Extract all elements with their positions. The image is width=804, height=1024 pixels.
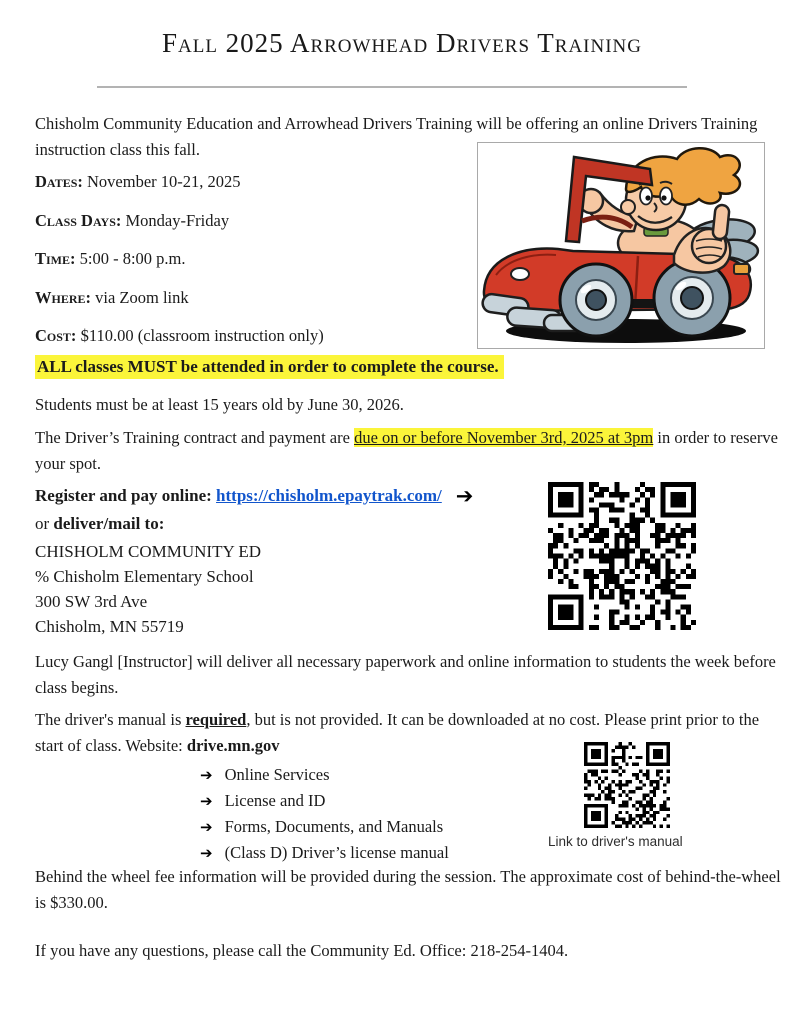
detail-row-dates bbox=[35, 169, 324, 195]
manual-steps-list bbox=[200, 762, 449, 866]
manual-required-text: required bbox=[185, 710, 247, 729]
detail-label: Time: bbox=[35, 249, 76, 268]
address-line-1: CHISHOLM COMMUNITY ED bbox=[35, 542, 262, 561]
step-arrow-icon: ➔ bbox=[200, 792, 213, 810]
address-line-4: Chisholm, MN 55719 bbox=[35, 617, 184, 636]
detail-label: Cost: bbox=[35, 326, 77, 345]
address-line-2: % Chisholm Elementary School bbox=[35, 567, 254, 586]
detail-value: November 10-21, 2025 bbox=[87, 172, 241, 191]
deliver-label: deliver/mail to: bbox=[53, 514, 165, 533]
or-text: or bbox=[35, 514, 54, 533]
step-arrow-icon: ➔ bbox=[200, 818, 213, 836]
manual-text-pre: The driver's manual is bbox=[35, 710, 186, 729]
detail-value: Monday-Friday bbox=[125, 210, 230, 230]
manual-website-text: drive.mn.gov bbox=[186, 736, 280, 755]
step-label: (Class D) Driver’s license manual bbox=[224, 843, 449, 862]
step-arrow-icon: ➔ bbox=[200, 766, 213, 784]
manual-qr-caption: Link to driver's manual bbox=[548, 834, 683, 849]
detail-row-class-days bbox=[35, 208, 324, 234]
contract-text-post: in order to reserve your spot. bbox=[35, 428, 778, 473]
register-block bbox=[35, 482, 540, 639]
age-requirement-text: Students must be at least 15 years old by June 30, 2026. bbox=[35, 395, 404, 414]
detail-label: Where: bbox=[35, 287, 92, 307]
attendance-notice bbox=[35, 354, 504, 380]
address-line-3: 300 SW 3rd Ave bbox=[35, 592, 148, 611]
behind-wheel-paragraph: Behind the wheel fee information will be provided during the session. The approximate cost of behind-the-wheel is $330.00. bbox=[35, 867, 781, 912]
manual-step bbox=[200, 840, 449, 866]
intro-paragraph: Chisholm Community Education and Arrowhead Drivers Training will be offering an online Drivers Training instruction class this fall. bbox=[35, 114, 758, 159]
detail-row-cost bbox=[35, 323, 324, 349]
epaytrak-link[interactable]: https://chisholm.epaytrak.com/ bbox=[216, 486, 442, 505]
manual-qr-code bbox=[584, 742, 670, 828]
mailing-address bbox=[35, 539, 540, 639]
step-label: License and ID bbox=[224, 791, 326, 810]
register-label: Register and pay online: bbox=[35, 486, 217, 505]
payment-qr-code bbox=[548, 482, 696, 630]
detail-row-time bbox=[35, 246, 324, 272]
questions-paragraph: If you have any questions, please call the Community Ed. Office: 218-254-1404. bbox=[35, 941, 569, 960]
manual-step bbox=[200, 762, 449, 788]
detail-label: Class Days: bbox=[35, 210, 122, 230]
detail-label: Dates: bbox=[35, 172, 83, 191]
step-arrow-icon: ➔ bbox=[200, 844, 213, 862]
contract-text-pre: The Driver’s Training contract and payment are bbox=[35, 428, 355, 447]
manual-step bbox=[200, 788, 449, 814]
deliver-line bbox=[35, 510, 540, 537]
detail-value: $110.00 (classroom instruction only) bbox=[80, 326, 324, 345]
register-arrow-icon: ➔ bbox=[455, 484, 474, 508]
register-line bbox=[35, 482, 540, 510]
manual-paragraph bbox=[35, 707, 790, 759]
car-cartoon-graphic bbox=[478, 143, 764, 348]
page-title: Fall 2025 Arrowhead Drivers Training bbox=[161, 28, 642, 58]
manual-step bbox=[200, 814, 449, 840]
detail-value: via Zoom link bbox=[95, 287, 189, 307]
detail-row-where bbox=[35, 285, 324, 311]
step-label: Online Services bbox=[224, 765, 330, 784]
contract-paragraph bbox=[35, 425, 790, 477]
instructor-paragraph: Lucy Gangl [Instructor] will deliver all necessary paperwork and online information to students the week before class begins. bbox=[35, 652, 776, 697]
attendance-highlight: ALL classes MUST be attended in order to complete the course. bbox=[35, 355, 504, 379]
detail-value: 5:00 - 8:00 p.m. bbox=[79, 249, 186, 268]
manual-text-mid: , but is not provided. It can be downloaded at no cost. Please print prior to the start of class. Website: bbox=[35, 710, 760, 755]
step-label: Forms, Documents, and Manuals bbox=[224, 817, 444, 836]
details-list bbox=[35, 169, 324, 362]
deadline-highlight: due on or before November 3rd, 2025 at 3pm bbox=[354, 428, 654, 447]
title-divider bbox=[97, 86, 687, 88]
kid-driving-car-image bbox=[477, 142, 765, 349]
